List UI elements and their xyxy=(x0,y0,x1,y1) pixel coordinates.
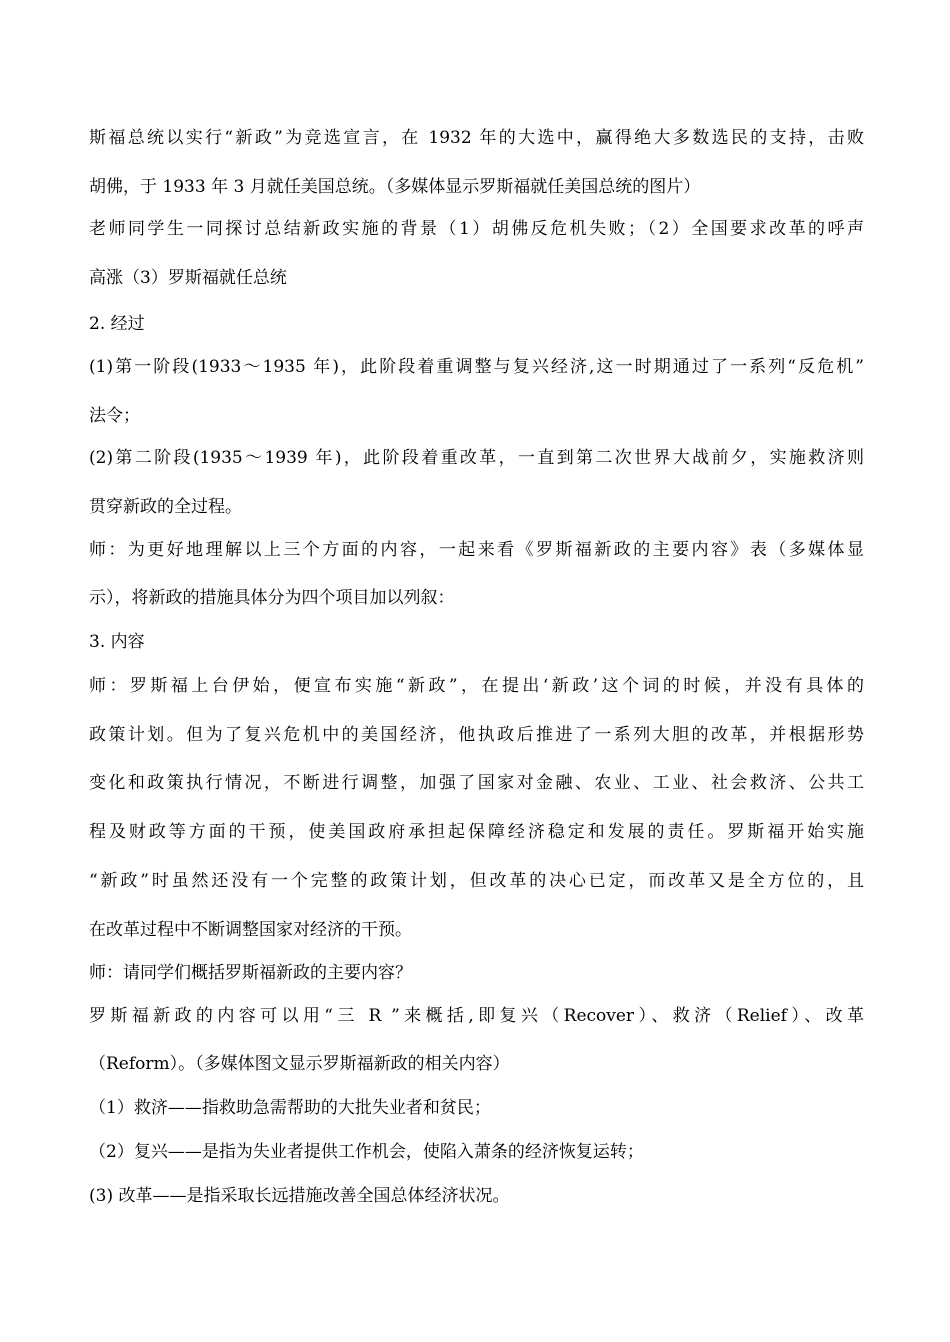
paragraph-line: 罗斯福新政的内容可以用“三 R ”来概括,即复兴（Recover）、救济（Relief）、改革 xyxy=(89,1006,864,1026)
paragraph-line: (1)第一阶段(1933～1935 年)，此阶段着重调整与复兴经济,这一时期通过了一系列“反危机” xyxy=(89,357,864,377)
paragraph-line: 斯福总统以实行“新政”为竞选宣言，在 1932 年的大选中，赢得绝大多数选民的支持，击败 xyxy=(89,128,864,148)
section-heading: 3. 内容 xyxy=(89,632,145,652)
section-heading: 2. 经过 xyxy=(89,314,145,334)
paragraph-line: 师：罗斯福上台伊始，便宣布实施“新政”，在提出‘新政’这个词的时候，并没有具体的 xyxy=(89,676,864,696)
paragraph-line: 老师同学生一同探讨总结新政实施的背景（1）胡佛反危机失败；（2）全国要求改革的呼声 xyxy=(89,219,864,239)
list-item: (3) 改革——是指采取长远措施改善全国总体经济状况。 xyxy=(89,1186,510,1206)
paragraph-line: 在改革过程中不断调整国家对经济的干预。 xyxy=(89,920,412,940)
list-item: （2）复兴——是指为失业者提供工作机会，使陷入萧条的经济恢复运转； xyxy=(89,1142,644,1162)
paragraph-line: 法令； xyxy=(89,406,140,426)
list-item: （1）救济——指救助急需帮助的大批失业者和贫民； xyxy=(89,1098,491,1118)
paragraph-line: 示），将新政的措施具体分为四个项目加以列叙： xyxy=(89,588,455,608)
paragraph-line: 高涨（3）罗斯福就任总统 xyxy=(89,268,287,288)
paragraph-line: “新政”时虽然还没有一个完整的政策计划，但改革的决心已定，而改革又是全方位的，且 xyxy=(89,871,864,891)
paragraph-line: 师：请同学们概括罗斯福新政的主要内容？ xyxy=(89,963,412,983)
paragraph-line: 程及财政等方面的干预，使美国政府承担起保障经济稳定和发展的责任。罗斯福开始实施 xyxy=(89,822,864,842)
paragraph-line: 贯穿新政的全过程。 xyxy=(89,497,242,517)
paragraph-line: (2)第二阶段(1935～1939 年)，此阶段着重改革，一直到第二次世界大战前夕，实施救济则 xyxy=(89,448,864,468)
paragraph-line: 师：为更好地理解以上三个方面的内容，一起来看《罗斯福新政的主要内容》表（多媒体显 xyxy=(89,540,864,560)
paragraph-line: （Reform）。（多媒体图文显示罗斯福新政的相关内容） xyxy=(89,1054,510,1074)
paragraph-line: 变化和政策执行情况，不断进行调整，加强了国家对金融、农业、工业、社会救济、公共工 xyxy=(89,773,864,793)
paragraph-line: 胡佛，于 1933 年 3 月就任美国总统。（多媒体显示罗斯福就任美国总统的图片） xyxy=(89,177,701,197)
paragraph-line: 政策计划。但为了复兴危机中的美国经济，他执政后推进了一系列大胆的改革，并根据形势 xyxy=(89,725,864,745)
